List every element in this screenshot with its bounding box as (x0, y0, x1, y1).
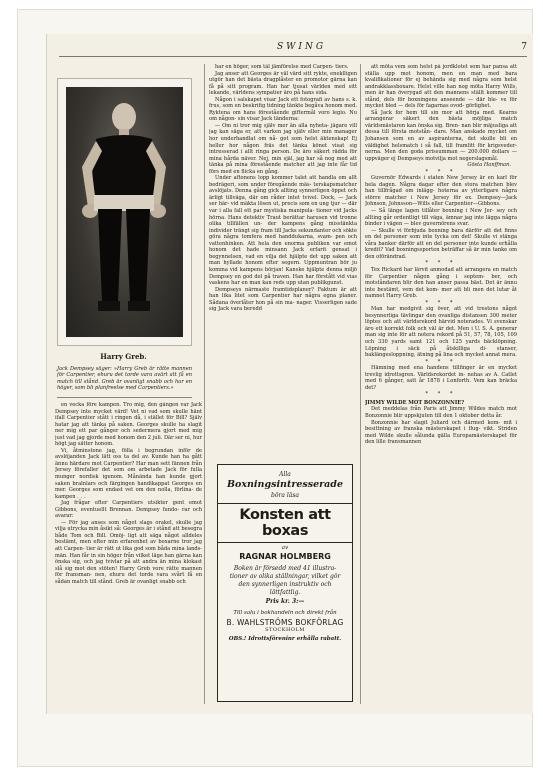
paragraph: Så Jack for hem till sin mor att börja med. Kearns arrangerar säkert den bästa möjliga match världsmästaren kan önska sig. Bren- nan blir mäjusliga att dessa till första motstån- dare. Man anskade mycket om Johansen som en av aspiranterna, det skulle bli en väldighet helsmatch i så fall, till framlitt för krigsveder- nerna. Men den goda prissumman — 200.000 dollars — uppväger ej Dempseys motvilja mot negerslagsmål. (365, 109, 517, 162)
paragraph: Vi, åtminstone jag, fölla i begrundan inför de avslöjanden Jack lätt oss ta del av. Kunde han ha gått ännu härdare mot Carpentier? Har man sett fännen från Jersey förefaller det som om arbetade Jack för fulla munger nordisk igenom. Månända han kunde gjort saken bralnlars och färgingen handikappat Georges en mer. Georges som endast vet om den nolla, förlina- de kampen . . . (55, 447, 202, 500)
ad-interest: Boxningsintresserade (227, 479, 343, 490)
ad-discount-note: OBS.! Idrottsföreninr erhålla rabatt. (228, 636, 342, 642)
page-header (277, 42, 527, 56)
paragraph: har en höger, som tål jämförelse med Carpen- tiers. (215, 64, 349, 70)
paragraph: Någon i salskapet visar Jack ett fotografi av hans s. k. frus, som en beskrifig tidning tänkte begåva honom med. Ryktena om hans förestående giftermål voro legio. Nu om någon- sin visar Jack tänderna: (209, 96, 357, 123)
page-number: 7 (521, 42, 527, 52)
scanned-sheet (18, 10, 532, 766)
ad-price: Pris kr. 3:— (265, 598, 305, 605)
caption-rule (57, 397, 192, 398)
photo-caption-name: Harry Greb. (100, 352, 147, 361)
paragraph: Jag frågar efter Carpentiers utsikter gent emot Gibbons, eventuellt Brennan. Dempsey fundo- rar och avarar: (55, 500, 202, 520)
column-separator (360, 64, 361, 704)
magazine-page (46, 34, 533, 714)
ad-av: av (281, 545, 289, 551)
author-signature: Gösta Hanffman. (467, 162, 511, 169)
ad-city: STOCKHOLM (265, 627, 305, 633)
ad-blurb: Boken är försedd med 41 illustra- tioner av olika ställningar, vilket gör den synnerligen instruktiv och lättfattlig. (229, 565, 341, 596)
column-separator (204, 64, 205, 704)
section-headline: JIMMY WILDE MOT BONZONNIE? (365, 399, 465, 406)
magazine-title: SWING (277, 42, 327, 52)
section-stars: * * * (425, 358, 457, 365)
paragraph: Bonzonnie har slagit Juliard och därmed kom- mit i besittning av franska mästerskapet i flug- vikt. Striden med Wilde skulle sålunda gälla Europamästerskapet för den lille fransmannen (365, 419, 517, 446)
paragraph: Dempseys närmaste framtidsplaner? Faktum är att han lika litet som Carpentier har några egna planer. Sådana överlåter hon på sin ma- nager. Visserligen sade sig Jack vara beredd (209, 286, 357, 313)
ad-sold-at: Till salu i bokhandeln och direkt från (233, 610, 337, 616)
paragraph: Tex Rickard har lärvit anmodad att arrangera en match för Carpentier någon gång i septem- ber, och motståndaren blir den han anser passa bäst. Det är ännu inte bestämt, vem det kom- mer att bli men det lutar åt namnet Harry Greb. (365, 266, 517, 300)
paragraph: Hämning med ena handens tillfinger är en mycket trevlig idrottsgren. Världsrekordet in- nehas av A. Catlet med 6 gånger, satt år 1878 i Lonforth. Vem kan bräcka det? (365, 365, 517, 391)
section-stars: * * * (425, 168, 457, 175)
ad-bora: böra läsa (271, 492, 299, 499)
header-rule (59, 56, 527, 57)
ad-alla: Alla (279, 471, 291, 478)
paragraph: — Skulle vi förbjuda boxning bara därför att det finns en del personer som inte tycka om det! Skulle vi stänga våra banker därför att en del personer inte kunde erhålla kredit? Vad boxningssporten beträffar så är min tanke om den oförändrad. (365, 227, 517, 260)
boxer-figure-icon (66, 87, 183, 337)
ad-book-title: Konsten att boxas (218, 503, 352, 543)
paragraph: — För jag anses som något slags orakel, skulle jag vilja utrycka min åsikt så: Georges är i stånd att besegra både Tom och Bill. Omöj- ligt att säga något alldeles bestämt, men efter min erfarenhet av boxarne tror jag att Carpen- tier är rätt ut lika god som båda mina lands- män. Han får in sin höger från vilket läge han gärna kan önska sig, och jag tvivlar på att andra än mina klokast slå sig mot den stöten! Harry Greb vore rätte mannen för fransman- nen, ehuru det torde vara svårt få en sådan match till stånd. Greb är ovanligt snabb och (55, 519, 202, 585)
ad-publisher: B. WAHLSTRÖMS BOKFÖRLAG (226, 618, 344, 627)
paragraph: — Så länge lagen tillåter boxning i New Jer- sey och allting går ordentligt till väga, ämnar jag inte lägga några binder i vägen — blev guvernörens svar. (365, 208, 517, 228)
boxer-photo (57, 78, 192, 346)
photo-caption-quote: Jack Dempsey säger: »Harry Greb är rätte mannen för Carpentier, ehuru det torde vara avärt att få en match till stånd. Greb är ovanligt snabb och har en höger, som bli planfreelse med Carpentiers.» (57, 366, 192, 392)
paragraph: Under aftonens lopp kommer talet att handla om allt bedrägeri, som under föregående mäs- terskapsmatcher avslöjats. Denna gång gick allting synnerligen öppet och ärligt tillväga, där om råder intet tvivel. Dock, — Jack ser här- vid mäkta lösen ut, precis som en ung tjur — där var i alla fall ett par mystiska manipula- tioner vid Jacks hörna. Hans detektiv Traut berättar harusen vid tronne olika tillfällen un- der kampens gång misstänkta individer trängt sig fram till Jacks sekundanter och sökte göra några tomfera med handdukarna, svam- pen och vattenhinken. Att hela den enorma publiken var emot honom det hade minsann Jack erfarit gensat i begynnelsen, vad en vilja det hjälpte det upp saken att man hyllade honom efter segern. Uppmuntran bör ju komma vid kampens början! Kanske hjälpte denna miljö Dempsey en god del på traven. Han har förstått vid vias vaskens har en man kan reds upp utan publikgunst. (209, 175, 357, 287)
paragraph: — Om ni tror mig själv mer än alla nyheta- jägare vill jag kan säga er, att varken jag själv eller min manager hor underhandlat om nå- got som helst äktenskap! Ej heller hor någon fräs det tänka könet visat sig intresserad i allt ringa person. De äro säkert rädda för mina hårda näver. Nej, min själ, jag har så nog med att tänka på mina förestående matcher att jag inte får tid förs med en flicka en gång. (209, 122, 357, 175)
section-stars: * * * (425, 299, 457, 306)
section-stars: * * * (425, 391, 457, 398)
paragraph: Man har medgivit sig över, att vid trestons något besynnerliga tävlingar den ovanliga distansen 300 meter löptes och att världsrekord härvid noterades. Vi svenskar äro ett korrekt folk och väl är det. Men i U. S. A. generar man sig inte för att notera rekord på 51, 57, 78, 105, 109 och 330 yards samt 121 och 125 yards bäcklöpning. Löpning i säck på åtskilliga di- stanser, baklängesloppning, ätning på lina och mycket annat mera. (365, 306, 517, 359)
article-column-2 (209, 64, 357, 451)
paragraph: Jag anser att Georges är väl värd sitt rykte, eneklligen utgör han det bästa dragplåster en promotor gärna kan få på sitt program. Han har tjusat världen med sitt lekande, världens sympatier äro på hans sida. (209, 70, 357, 97)
article-column-3 (365, 64, 517, 704)
ad-author: RAGNAR HOLMBERG (239, 552, 331, 561)
book-advertisement (217, 464, 353, 702)
paragraph: Guvernör Edwards i staten New Jersey är en karl för hela dagen. Några dagar efter den stora matchen blev han tillfrågad om inlägg- hoterna av ytterligare några större matcher i New Jersey för ex. Dempsey—Jack Johnson, Johnsson—Wills eller Carpentier—Gibbons. (365, 175, 517, 208)
article-column-1 (55, 402, 202, 706)
paragraph: en vecka före kampen. Tro mig, den gången var Jack Dempsey inte mycket värd! Vet ni vad som skulle hänt ifall Carpentier stått i ringen då, i stället för Bill? Själv hatar jag att tänka på saken. Georges skulle ha slagit ner mig ett par gånger och sedermera gjort med mig just vad jag gjorde med honom den 2 juli. Där ser ni, hur högt jag sätter honom. (55, 402, 202, 448)
paragraph: att möta vem som helst på jordklotet som har pansa att ställa upp mot honom, men en man med bara kvalifikationer för ej behända sig med några som helst andrakklassboxare. Helst ville han nog möta Harry Wills, men är han överygad att den mannens ställt kommer till stånd, dels för boxningens anseende — där ble- ve för mycket bled — dels för fagarnas ovod- görlighet. (365, 64, 517, 110)
section-stars: * * * (425, 260, 457, 267)
paragraph: Det meddelas från Paris att Jimmy Wildes match mot Bonzonnie blir uppskjuten till den 1 oktober detta år. (365, 406, 517, 419)
